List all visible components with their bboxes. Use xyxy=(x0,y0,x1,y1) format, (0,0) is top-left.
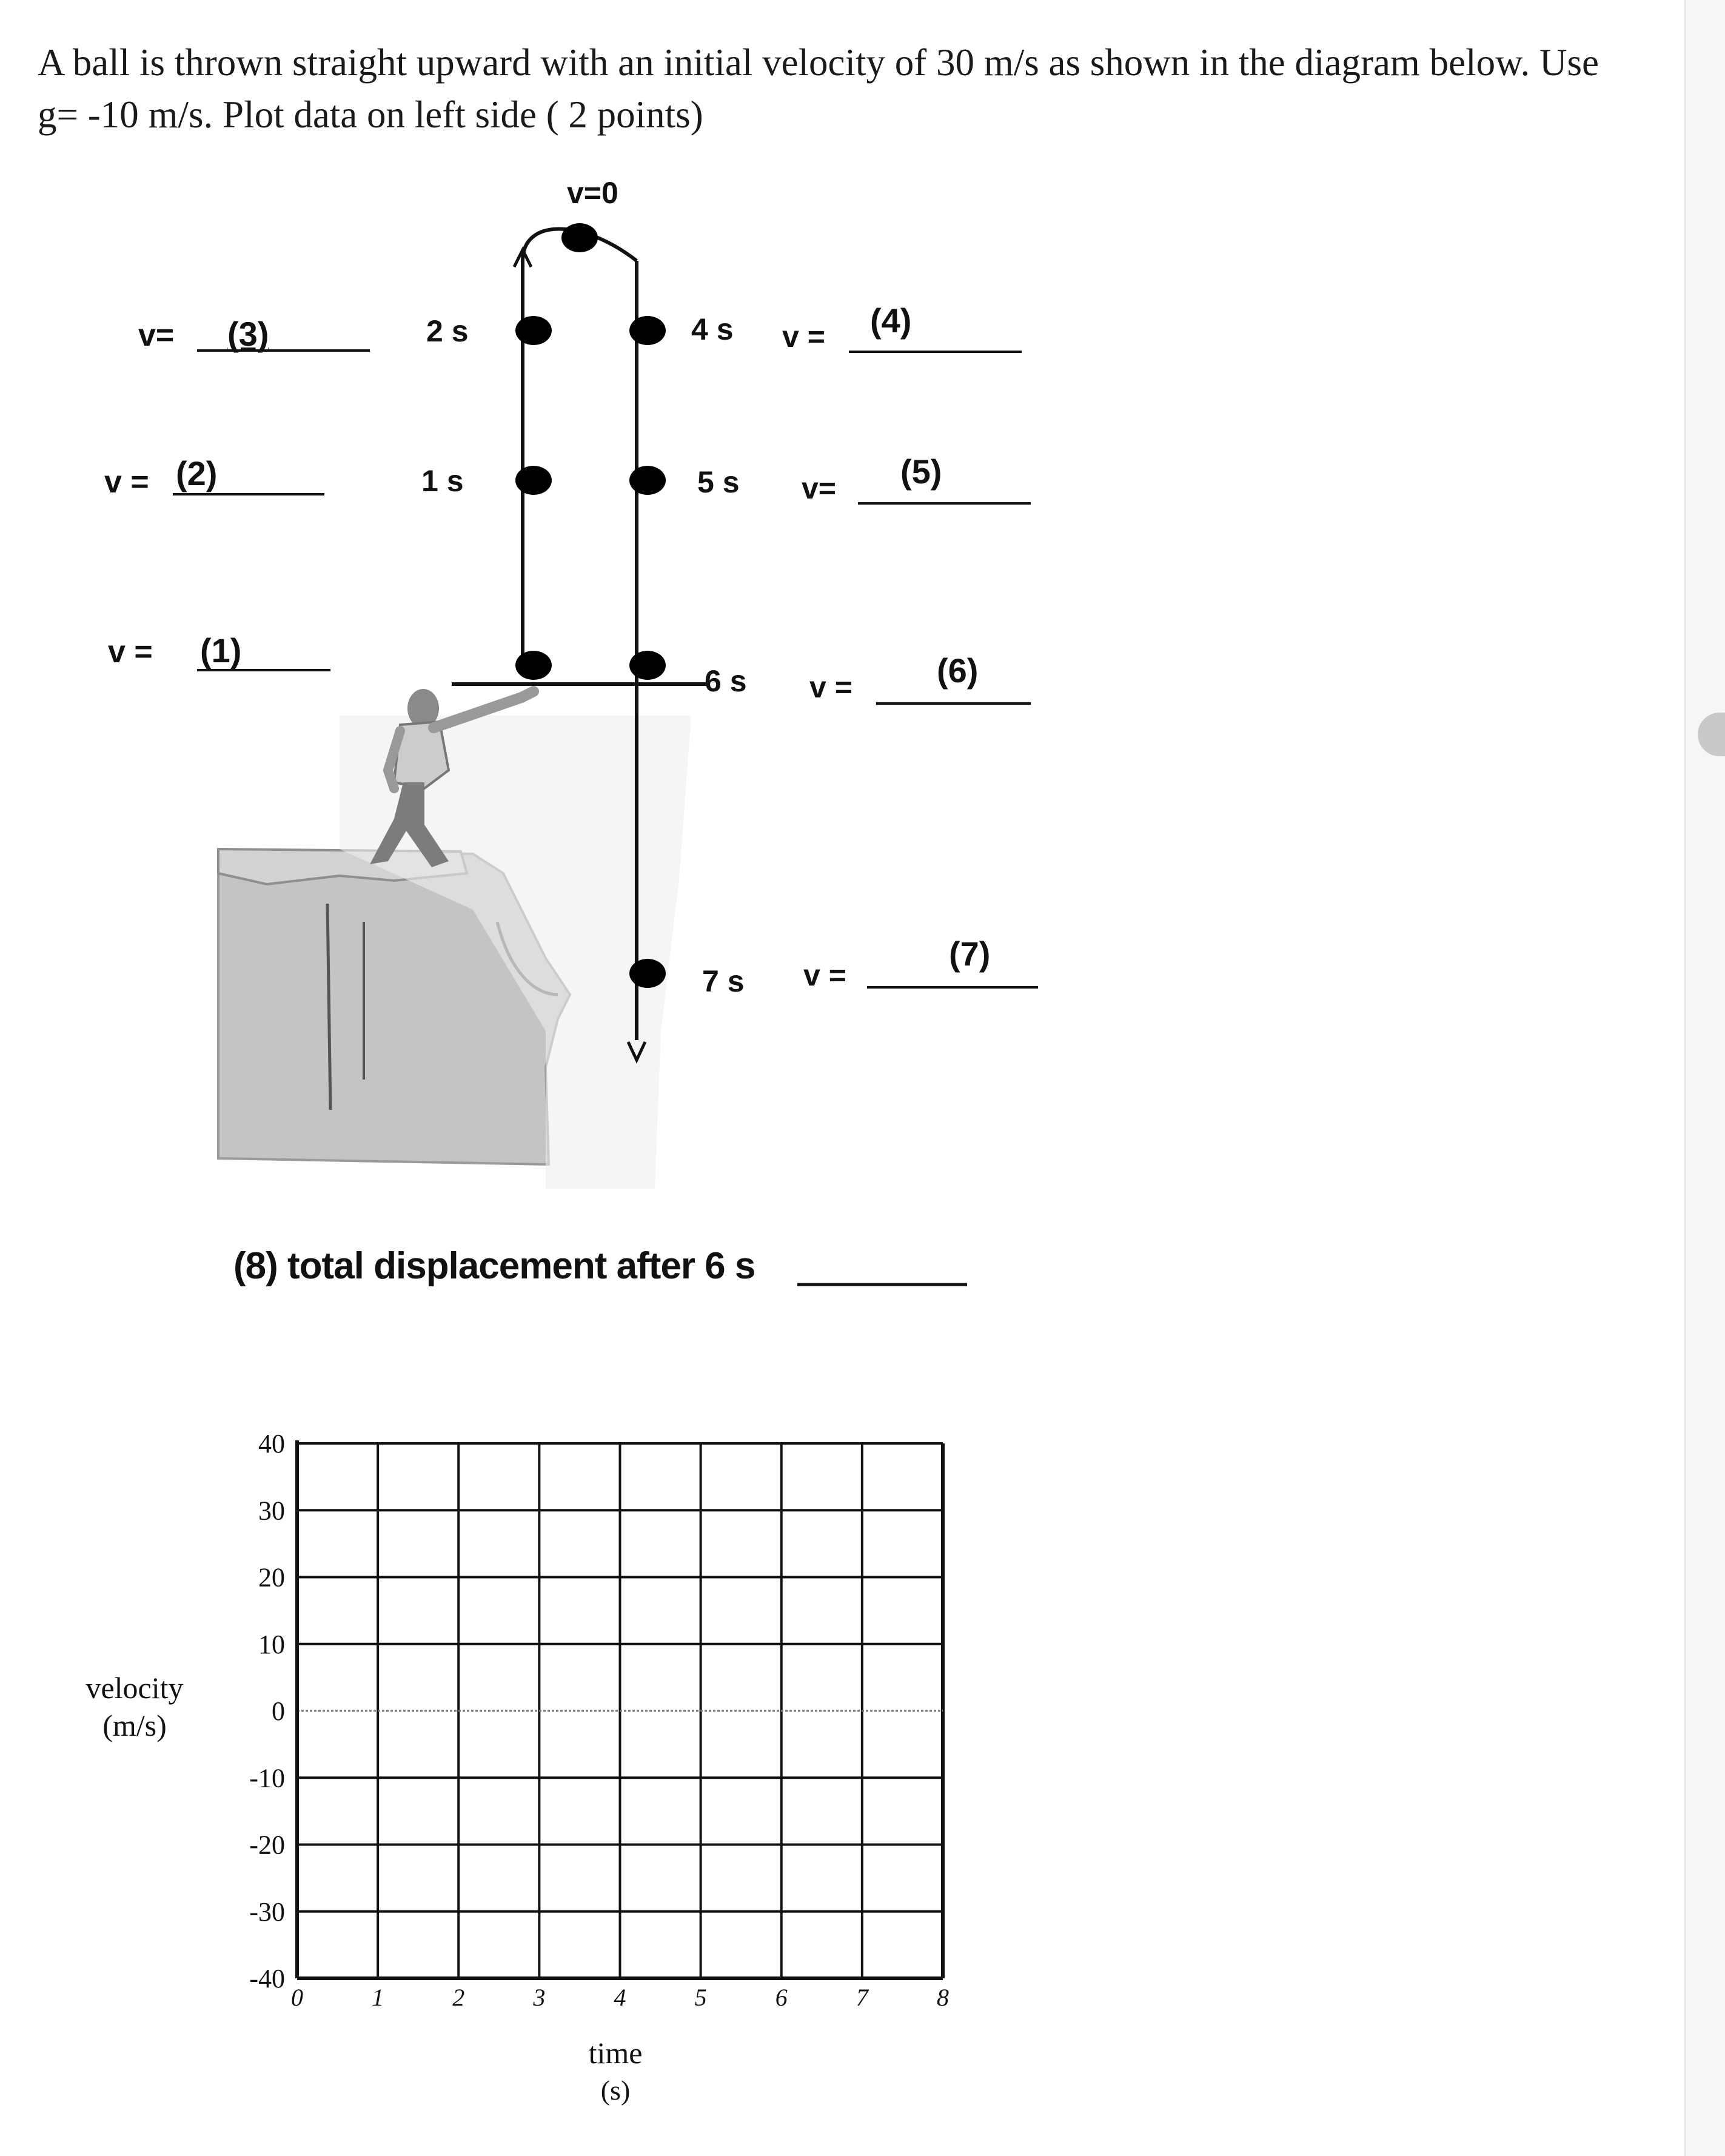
right-prefix-6: v = xyxy=(809,670,852,704)
displacement-prompt: (8) total displacement after 6 s xyxy=(233,1245,755,1287)
ball-up-1s xyxy=(515,466,552,495)
y-tick-label: 20 xyxy=(258,1562,285,1593)
y-axis-label-line1: velocity xyxy=(85,1671,184,1705)
ball-down-4s xyxy=(629,316,666,345)
left-prefix-2: v = xyxy=(104,465,149,500)
right-blank-6: (6) xyxy=(937,651,979,690)
y-tick-label: -40 xyxy=(249,1964,285,1993)
right-blank-4: (4) xyxy=(870,301,912,340)
ball-down-5s xyxy=(629,466,666,495)
right-blank-7: (7) xyxy=(949,935,991,973)
x-tick-label: 2 xyxy=(452,1984,465,2011)
x-tick-label: 6 xyxy=(775,1984,788,2011)
ball-up-0s xyxy=(515,651,552,680)
right-prefix-5: v= xyxy=(802,471,837,505)
time-down-7s: 7 s xyxy=(702,964,745,998)
x-tick-label: 3 xyxy=(533,1984,546,2011)
velocity-time-chart xyxy=(249,1429,949,2011)
x-tick-label: 7 xyxy=(856,1984,868,2011)
time-down-5s: 5 s xyxy=(697,465,740,499)
x-axis-label-line2: (s) xyxy=(600,2075,631,2106)
problem-line-2: g= -10 m/s. Plot data on left side ( 2 points) xyxy=(38,93,703,136)
y-tick-label: 0 xyxy=(272,1696,285,1726)
page-scroll-strip xyxy=(1684,0,1725,2156)
ball-apex xyxy=(561,223,598,252)
x-tick-label: 8 xyxy=(937,1984,949,2011)
left-prefix-3: v= xyxy=(138,318,175,353)
x-tick-label: 0 xyxy=(291,1984,303,2011)
left-blank-2: (2) xyxy=(176,454,218,492)
y-tick-label: -20 xyxy=(249,1830,285,1860)
time-up-2s: 2 s xyxy=(426,314,469,348)
problem-line-1: A ball is thrown straight upward with an initial velocity of 30 m/s as shown in the diagram below. Use xyxy=(38,41,1599,84)
apex-velocity-label: v=0 xyxy=(567,176,618,210)
cliff-illustration xyxy=(218,689,691,1189)
time-up-1s: 1 s xyxy=(421,464,464,498)
right-prefix-7: v = xyxy=(803,958,846,992)
x-axis-label-line1: time xyxy=(588,2036,643,2070)
x-tick-label: 4 xyxy=(614,1984,626,2011)
y-tick-label: -30 xyxy=(249,1896,285,1927)
ball-up-2s xyxy=(515,316,552,345)
right-prefix-4: v = xyxy=(782,320,825,354)
time-down-4s: 4 s xyxy=(691,312,734,346)
y-tick-label: -10 xyxy=(249,1763,285,1793)
x-tick-label: 1 xyxy=(372,1984,384,2011)
right-blank-5: (5) xyxy=(900,452,942,491)
ball-down-6s xyxy=(629,651,666,680)
left-blank-3: (3) xyxy=(227,315,269,353)
left-prefix-1: v = xyxy=(108,634,153,670)
y-tick-label: 30 xyxy=(258,1496,285,1526)
y-tick-label: 40 xyxy=(258,1429,285,1459)
y-tick-label: 10 xyxy=(258,1629,285,1659)
y-axis-label-line2: (m/s) xyxy=(102,1708,167,1742)
ball-down-7s xyxy=(629,959,666,988)
left-blank-1: (1) xyxy=(200,631,242,670)
time-down-6s: 6 s xyxy=(705,664,747,698)
x-tick-label: 5 xyxy=(694,1984,707,2011)
